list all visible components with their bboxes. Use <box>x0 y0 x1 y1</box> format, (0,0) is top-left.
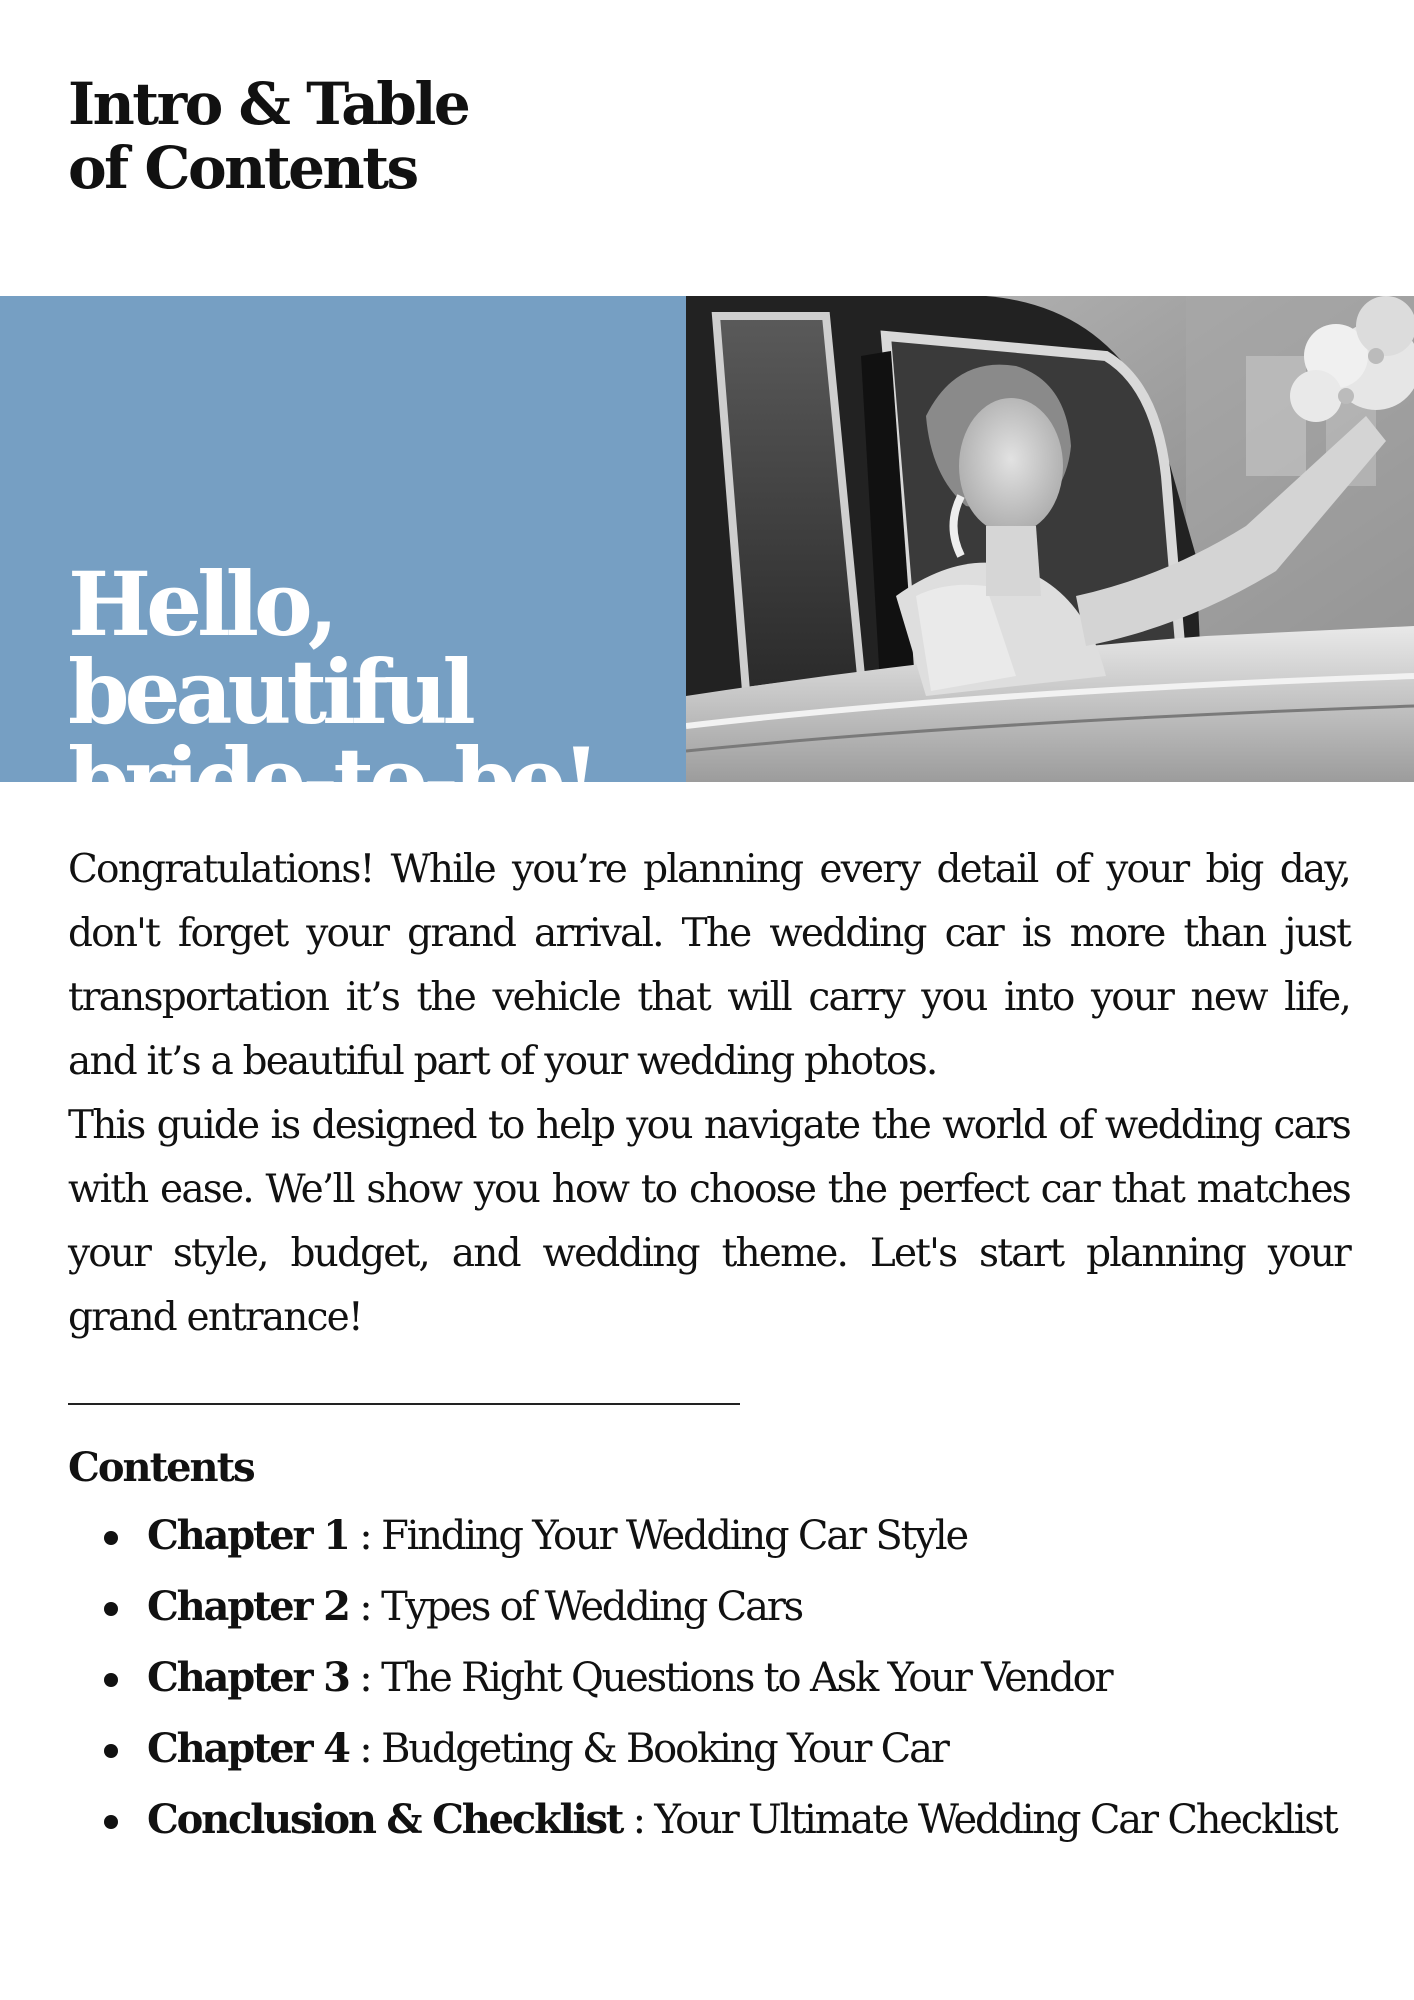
toc-chapter-label: Chapter 2 <box>147 1583 349 1630</box>
hero-heading: Hello, beautiful bride-to-be! <box>68 552 596 832</box>
toc-separator: : <box>348 1726 382 1772</box>
toc-separator: : <box>348 1513 382 1559</box>
intro-paragraph: Congratulations! While you’re planning every detail of your big day, don't forget your grand arrival. The wedding car is more than just transportation it’s the vehicle that will carry you into your new life, and it’s a beautiful part of your wedding photos. <box>68 847 1350 1084</box>
section-divider <box>68 1403 740 1405</box>
toc-chapter-title: Budgeting & Booking Your Car <box>381 1726 948 1772</box>
toc-item[interactable] <box>68 1721 1368 1792</box>
intro-text <box>68 838 1350 1350</box>
bullet-icon <box>104 1744 118 1758</box>
toc-chapter-title: Finding Your Wedding Car Style <box>381 1513 967 1559</box>
toc-chapter-title: Your Ultimate Wedding Car Checklist <box>654 1797 1337 1843</box>
toc-chapter-title: The Right Questions to Ask Your Vendor <box>381 1655 1112 1701</box>
bride-in-wedding-car-photo <box>686 296 1414 782</box>
toc-chapter-label: Chapter 4 <box>147 1725 349 1772</box>
intro-paragraph: This guide is designed to help you navigate the world of wedding cars with ease. We’ll show you how to choose the perfect car that matches your style, budget, and wedding theme. Let's start planning your grand entrance! <box>68 1103 1350 1340</box>
toc-chapter-label: Chapter 3 <box>147 1654 349 1701</box>
toc-item[interactable] <box>68 1792 1368 1863</box>
bullet-icon <box>104 1602 118 1616</box>
toc-chapter-label: Conclusion & Checklist <box>147 1796 623 1843</box>
toc-separator: : <box>622 1797 655 1843</box>
toc-chapter-title: Types of Wedding Cars <box>381 1584 802 1630</box>
photo-illustration <box>686 296 1414 782</box>
toc-item[interactable] <box>68 1579 1368 1650</box>
table-of-contents <box>68 1508 1368 1863</box>
toc-separator: : <box>348 1655 382 1701</box>
toc-item[interactable] <box>68 1650 1368 1721</box>
bullet-icon <box>104 1673 118 1687</box>
page-title: Intro & Table of Contents <box>68 70 469 202</box>
contents-heading: Contents <box>68 1444 254 1491</box>
bullet-icon <box>104 1531 118 1545</box>
toc-chapter-label: Chapter 1 <box>147 1512 349 1559</box>
toc-separator: : <box>348 1584 382 1630</box>
bullet-icon <box>104 1815 118 1829</box>
toc-item[interactable] <box>68 1508 1368 1579</box>
